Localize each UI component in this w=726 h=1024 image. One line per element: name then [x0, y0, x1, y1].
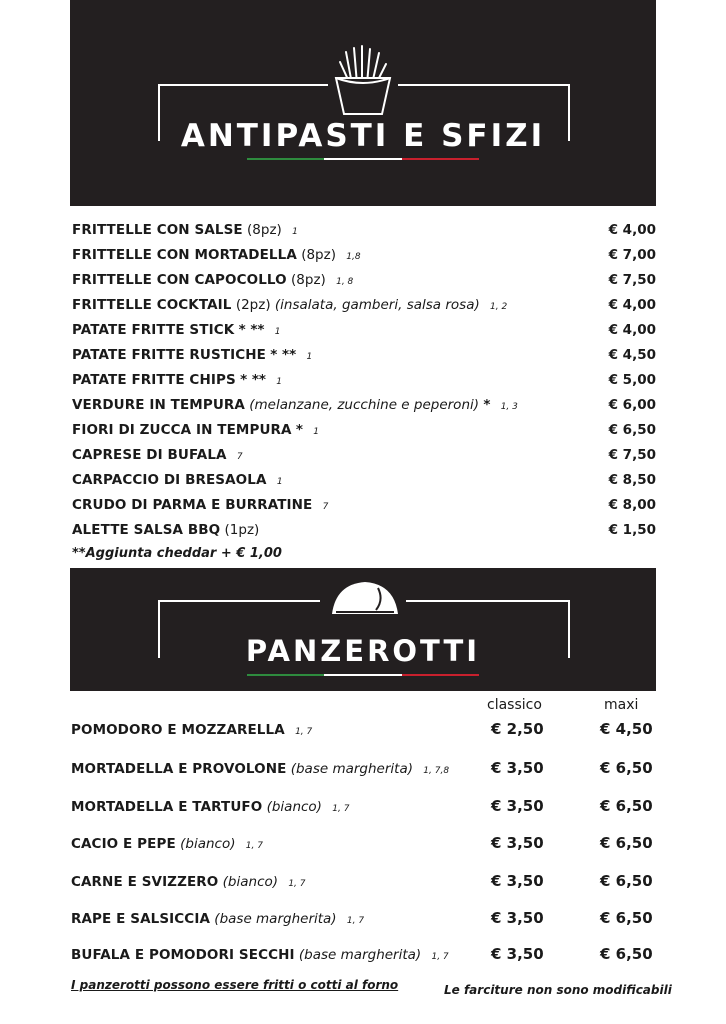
item-allergens: 1	[306, 352, 313, 362]
menu-item	[72, 297, 656, 319]
item-allergens: 1	[313, 427, 319, 437]
item-price: € 7,50	[608, 447, 656, 463]
item-price: € 4,00	[608, 222, 656, 238]
item-name: PATATE FRITTE STICK	[72, 322, 235, 338]
item-name: VERDURE IN TEMPURA	[72, 397, 245, 413]
item-description: (melanzane, zucchine e peperoni)	[249, 397, 480, 413]
item-quantity: (2pz)	[235, 297, 271, 313]
item-description: (bianco)	[180, 836, 236, 852]
section-title: ANTIPASTI E SFIZI	[180, 118, 546, 154]
price-classic: € 3,50	[491, 909, 544, 927]
item-description: (base margherita)	[214, 911, 337, 927]
menu-item	[72, 322, 656, 344]
item-name: FRITTELLE CON SALSE	[72, 222, 243, 238]
menu-item	[72, 222, 656, 244]
price-classic: € 3,50	[491, 872, 544, 890]
menu-item	[72, 522, 656, 544]
antipasti-banner	[70, 0, 656, 206]
item-allergens: 7	[322, 502, 329, 512]
item-allergens: 1	[292, 227, 298, 237]
item-price: € 7,50	[608, 272, 656, 288]
item-quantity: (8pz)	[291, 272, 326, 288]
menu-item	[72, 447, 656, 469]
item-name: CARNE E SVIZZERO	[71, 874, 219, 890]
item-name: FIORI DI ZUCCA IN TEMPURA	[72, 422, 292, 438]
italian-flag-stripe	[247, 674, 479, 676]
item-name: ALETTE SALSA BBQ	[72, 522, 221, 538]
menu-item	[72, 497, 656, 519]
item-allergens: 1	[276, 377, 282, 387]
column-header-maxi: maxi	[604, 697, 639, 713]
item-description: (bianco)	[222, 874, 279, 890]
price-maxi: € 6,50	[600, 945, 653, 963]
footer-note-fillings: Le farciture non sono modificabili	[444, 983, 672, 997]
item-name: FRITTELLE CON MORTADELLA	[72, 247, 297, 263]
item-allergens: 1, 7	[288, 879, 306, 889]
menu-item	[72, 272, 656, 294]
column-header-classic: classico	[487, 697, 542, 713]
item-quantity: (1pz)	[224, 522, 260, 538]
menu-item	[72, 347, 656, 369]
price-classic: € 3,50	[491, 797, 544, 815]
item-description: (bianco)	[266, 799, 322, 815]
item-price: € 5,00	[608, 372, 656, 388]
item-allergens: 1, 7	[295, 727, 313, 737]
item-marks: * **	[240, 372, 266, 388]
price-maxi: € 6,50	[600, 909, 653, 927]
item-marks: * **	[238, 322, 265, 338]
item-marks: *	[483, 397, 491, 413]
item-name: FRITTELLE CON CAPOCOLLO	[72, 272, 287, 288]
item-allergens: 1, 7	[431, 952, 449, 962]
item-name: PATATE FRITTE CHIPS	[72, 372, 236, 388]
item-price: € 7,00	[608, 247, 656, 263]
item-allergens: 7	[236, 452, 243, 462]
panzerotto-item	[71, 911, 656, 933]
item-price: € 1,50	[608, 522, 656, 538]
item-name: BUFALA E POMODORI SECCHI	[71, 947, 295, 963]
panzerotto-item	[71, 874, 656, 896]
item-allergens: 1, 7,8	[423, 766, 450, 776]
item-name: FRITTELLE COCKTAIL	[72, 297, 232, 313]
item-allergens: 1, 7	[332, 804, 350, 814]
menu-item	[72, 397, 656, 419]
item-name: RAPE E SALSICCIA	[71, 911, 210, 927]
item-price: € 8,50	[608, 472, 656, 488]
panzerotti-banner	[70, 568, 656, 691]
price-classic: € 3,50	[491, 759, 544, 777]
item-price: € 4,50	[608, 347, 656, 363]
item-price: € 6,00	[608, 397, 656, 413]
menu-item	[72, 422, 656, 444]
item-marks: *	[295, 422, 303, 438]
price-classic: € 3,50	[491, 834, 544, 852]
price-maxi: € 4,50	[600, 720, 653, 738]
item-allergens: 1, 2	[490, 302, 508, 312]
footer-note-cooking: I panzerotti possono essere fritti o cotti al forno	[71, 978, 399, 992]
italian-flag-stripe	[247, 158, 479, 160]
item-description: (base margherita)	[298, 947, 422, 963]
fries-icon	[328, 44, 398, 122]
item-name: CAPRESE DI BUFALA	[72, 447, 227, 463]
section-title: PANZEROTTI	[245, 634, 481, 668]
panzerotto-item	[71, 722, 656, 744]
panzerotto-item	[71, 761, 656, 783]
addon-note: **Aggiunta cheddar + € 1,00	[72, 546, 282, 561]
item-allergens: 1,8	[346, 252, 361, 262]
item-description: (insalata, gamberi, salsa rosa)	[274, 297, 480, 313]
panzerotto-item	[71, 947, 656, 969]
item-allergens: 1, 7	[245, 841, 263, 851]
panzerotto-icon	[328, 578, 402, 622]
item-price: € 6,50	[608, 422, 656, 438]
price-maxi: € 6,50	[600, 759, 653, 777]
price-maxi: € 6,50	[600, 797, 653, 815]
item-name: POMODORO E MOZZARELLA	[71, 722, 285, 738]
item-name: CRUDO DI PARMA E BURRATINE	[72, 497, 313, 513]
item-allergens: 1	[276, 477, 283, 487]
panzerotto-item	[71, 799, 656, 821]
price-maxi: € 6,50	[600, 834, 653, 852]
item-name: CACIO E PEPE	[71, 836, 176, 852]
price-classic: € 3,50	[491, 945, 544, 963]
item-allergens: 1, 3	[500, 402, 518, 412]
item-description: (base margherita)	[290, 761, 413, 777]
menu-item	[72, 472, 656, 494]
menu-item	[72, 247, 656, 269]
price-maxi: € 6,50	[600, 872, 653, 890]
item-price: € 4,00	[608, 297, 656, 313]
panzerotto-item	[71, 836, 656, 858]
item-allergens: 1, 8	[336, 277, 354, 287]
item-price: € 8,00	[608, 497, 656, 513]
menu-item	[72, 372, 656, 394]
item-name: PATATE FRITTE RUSTICHE	[72, 347, 266, 363]
item-allergens: 1, 7	[346, 916, 365, 926]
item-name: CARPACCIO DI BRESAOLA	[72, 472, 267, 488]
item-quantity: (8pz)	[301, 247, 336, 263]
item-price: € 4,00	[608, 322, 656, 338]
item-marks: * **	[270, 347, 297, 363]
price-classic: € 2,50	[491, 720, 544, 738]
item-allergens: 1	[274, 327, 281, 337]
item-name: MORTADELLA E TARTUFO	[71, 799, 263, 815]
item-name: MORTADELLA E PROVOLONE	[71, 761, 287, 777]
item-quantity: (8pz)	[247, 222, 282, 238]
